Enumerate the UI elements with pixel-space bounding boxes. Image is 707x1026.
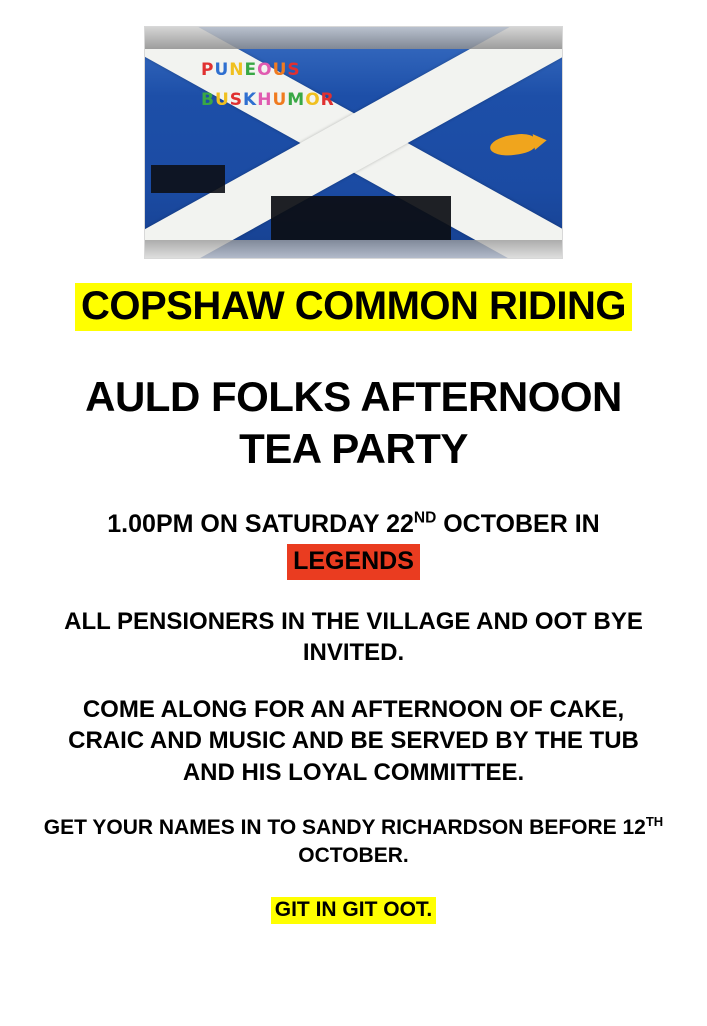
photo-top-strip <box>145 27 562 49</box>
event-time-and-venue <box>34 508 674 580</box>
banner-letter: B <box>201 90 215 110</box>
banner-letter: H <box>257 90 273 110</box>
event-time-prefix: 1.00PM ON SATURDAY 22 <box>107 509 414 538</box>
closing-line <box>0 897 707 924</box>
banner-letter: U <box>214 90 230 110</box>
poster-title-text: COPSHAW COMMON RIDING <box>75 283 632 331</box>
banner-letter: O <box>257 60 273 80</box>
banner-letter: U <box>214 60 230 80</box>
venue-name: LEGENDS <box>287 544 420 580</box>
banner-letter: U <box>272 60 288 80</box>
banner-letter: N <box>229 60 245 80</box>
flag-photo <box>144 26 563 259</box>
rsvp-paragraph <box>39 814 669 869</box>
invitation-paragraph: ALL PENSIONERS IN THE VILLAGE AND OOT BYE INVITED. <box>64 607 643 667</box>
banner-letter: S <box>229 90 244 110</box>
poster <box>0 26 707 1026</box>
banner-letter: P <box>201 60 215 80</box>
banner-letter: M <box>287 90 306 110</box>
photo-dark-patch-left <box>151 165 225 193</box>
banner-letter: O <box>305 90 321 110</box>
event-time-suffix: OCTOBER IN <box>436 509 600 538</box>
poster-title <box>49 283 659 331</box>
photo-bottom-strip <box>145 240 562 258</box>
banner-letter: S <box>287 60 301 80</box>
banner-letter: E <box>244 60 258 80</box>
banner-letter: U <box>272 90 288 110</box>
banner-letter: R <box>320 90 335 110</box>
event-date-ordinal: ND <box>413 509 437 527</box>
details-paragraph: COME ALONG FOR AN AFTERNOON OF CAKE, CRAIC AND MUSIC AND BE SERVED BY THE TUB AND HIS LOYAL COMMITTEE. <box>68 696 639 786</box>
photo-dark-patch-bottom <box>271 196 451 240</box>
banner-letter: K <box>243 90 258 110</box>
rsvp-prefix: GET YOUR NAMES IN TO SANDY RICHARDSON BEFORE 12 <box>43 815 646 839</box>
closing-text: GIT IN GIT OOT. <box>271 897 437 924</box>
rsvp-suffix: OCTOBER. <box>298 843 409 867</box>
banner-lettering <box>201 55 411 117</box>
poster-headline: AULD FOLKS AFTERNOON TEA PARTY <box>85 373 622 472</box>
rsvp-ordinal: TH <box>645 813 664 829</box>
